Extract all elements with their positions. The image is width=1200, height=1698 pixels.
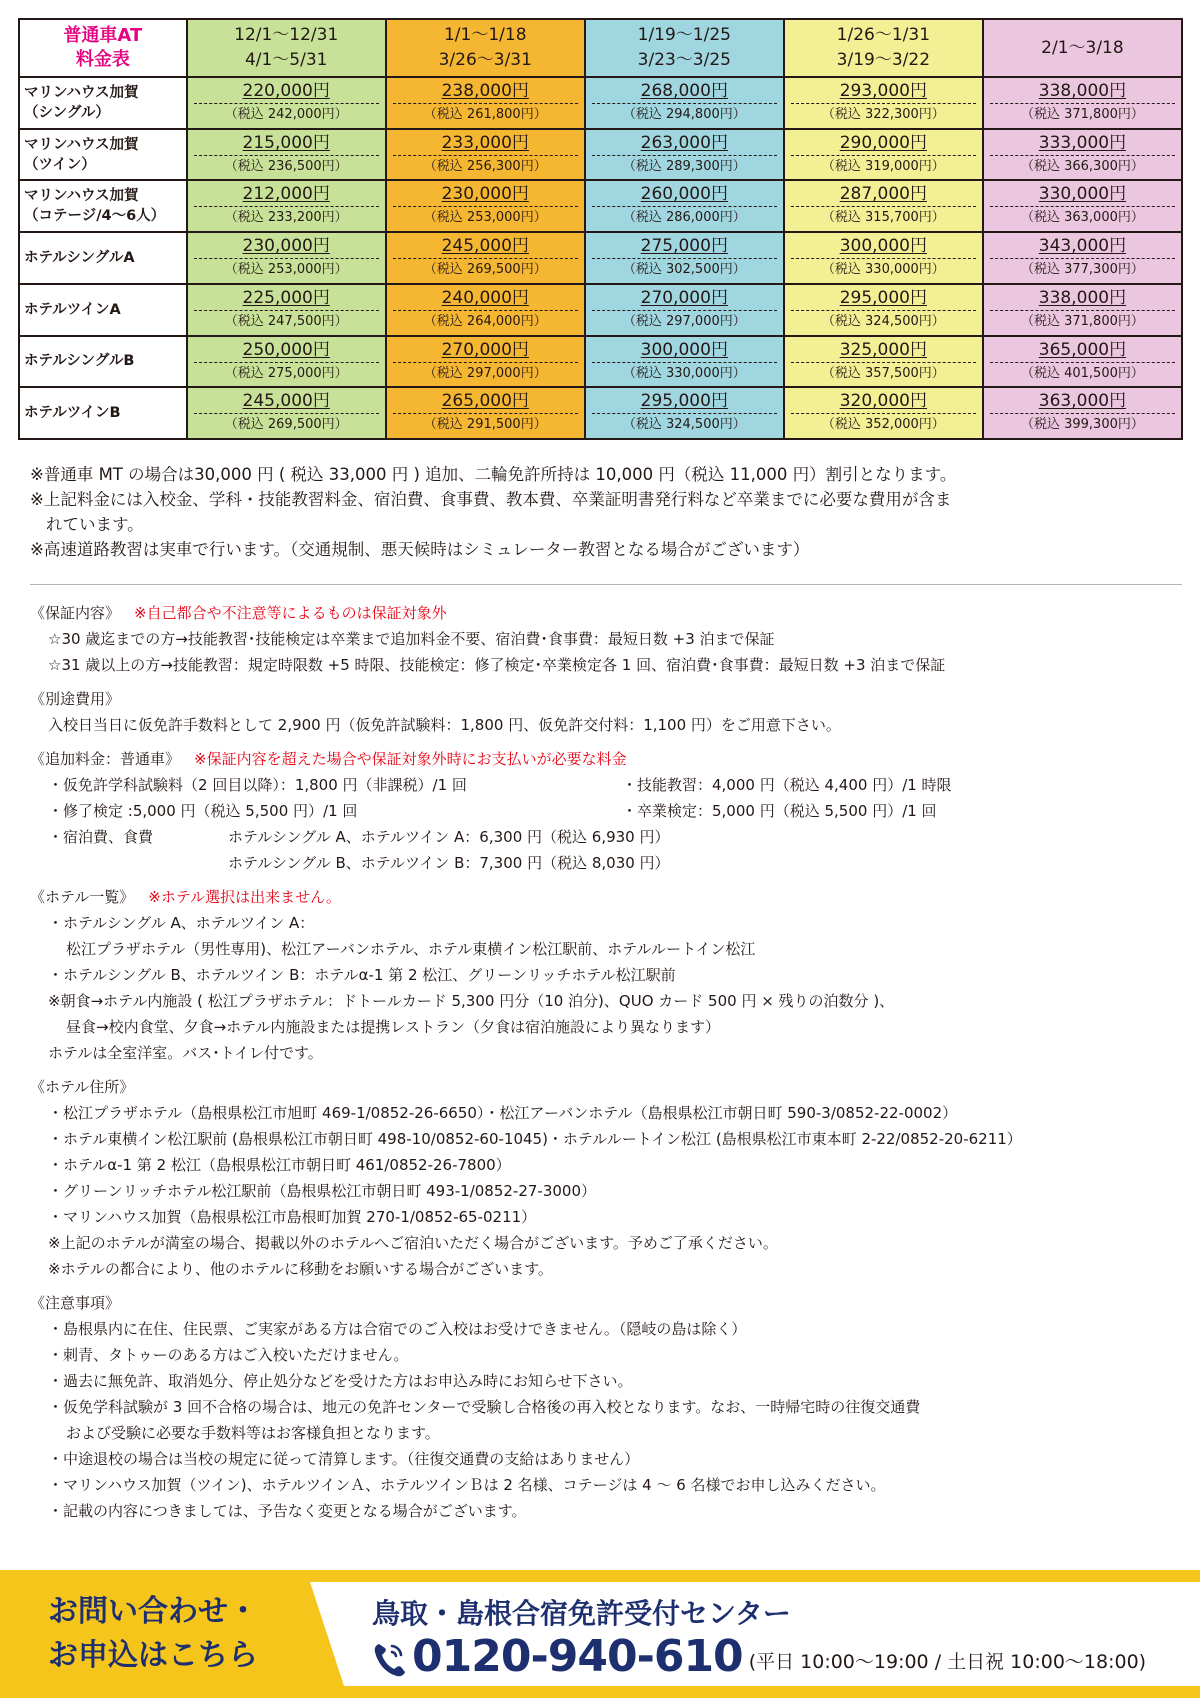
price-amount: 250,000円 — [242, 339, 330, 360]
caution-line: ・過去に無免許、取消処分、停止処分などを受けた方はお申込み時にお知らせ下さい。 — [48, 1372, 633, 1390]
note-line: ※高速道路教習は実車で行います。（交通規制、悪天候時はシミュレーター教習となる場合がございます） — [30, 540, 810, 559]
price-with-tax: （税込 264,000円） — [423, 313, 547, 329]
address-line: ※ホテルの都合により、他のホテルに移動をお願いする場合がございます。 — [48, 1260, 553, 1278]
note-line: れています。 — [46, 515, 144, 534]
price-amount: 287,000円 — [839, 184, 927, 205]
price-with-tax: （税込 315,700円） — [821, 210, 945, 226]
price-amount: 300,000円 — [640, 339, 728, 360]
price-with-tax: （税込 363,000円） — [1020, 210, 1144, 226]
price-amount: 365,000円 — [1038, 339, 1127, 360]
price-with-tax: （税込 366,300円） — [1020, 158, 1144, 174]
plan-name: ホテルツインB — [19, 387, 187, 439]
price-with-tax: （税込 399,300円） — [1020, 417, 1144, 433]
price-amount: 333,000円 — [1038, 132, 1127, 153]
price-amount: 220,000円 — [242, 81, 330, 101]
price-amount: 215,000円 — [242, 132, 330, 153]
price-with-tax: （税込 330,000円） — [622, 365, 746, 381]
price-amount: 325,000円 — [839, 339, 927, 360]
hotel-line: ・ホテルシングル A、ホテルツイン A： — [48, 914, 315, 932]
price-cell — [585, 77, 784, 129]
extra-cost-section — [30, 686, 1190, 738]
price-cell — [386, 77, 585, 129]
price-cell — [187, 336, 386, 388]
section-divider — [30, 584, 1182, 585]
hotel-line: ・ホテルシングル B、ホテルツイン B：ホテルα-1 第 2 松江、グリーンリッチホテル松江駅前 — [48, 966, 676, 984]
address-line: ・マリンハウス加賀（島根県松江市島根町加賀 270-1/0852-65-0211） — [48, 1208, 537, 1226]
price-cell — [983, 232, 1182, 284]
price-with-tax: （税込 256,300円） — [423, 158, 547, 174]
period-header: 12/1〜12/31 4/1〜5/31 — [187, 19, 386, 77]
hotel-line: ※朝食→ホテル内施設 ( 松江プラザホテル：ドトールカード 5,300 円分（10 泊分)、QUO カード 500 円 × 残りの泊数分 )、 — [48, 992, 895, 1010]
price-cell — [585, 180, 784, 232]
address-line: ・ホテル東横イン松江駅前 (島根県松江市朝日町 498-10/0852-60-1045)・ホテルルートイン松江 (島根県松江市東本町 2-22/0852-20-6211） — [48, 1130, 1022, 1148]
price-cell — [784, 284, 983, 336]
price-row — [19, 232, 1182, 284]
hotel-list-section — [30, 884, 1190, 1066]
info-sections — [30, 600, 1190, 1532]
price-amount: 263,000円 — [640, 132, 728, 153]
price-with-tax: （税込 294,800円） — [622, 107, 746, 122]
price-amount: 230,000円 — [242, 236, 330, 257]
price-with-tax: （税込 247,500円） — [224, 313, 348, 329]
price-cell — [386, 180, 585, 232]
price-with-tax: （税込 236,500円） — [224, 158, 348, 174]
phone-row[interactable] — [372, 1632, 1146, 1682]
price-cell — [983, 336, 1182, 388]
price-row — [19, 387, 1182, 439]
price-table — [18, 18, 1183, 440]
period-header: 1/26〜1/31 3/19〜3/22 — [784, 19, 983, 77]
section-heading: 《保証内容》 ※自己都合や不注意等によるものは保証対象外 — [30, 604, 447, 622]
price-with-tax: （税込 324,500円） — [622, 417, 746, 433]
price-cell — [983, 129, 1182, 181]
price-with-tax: （税込 269,500円） — [423, 262, 547, 278]
period-header: 2/1〜3/18 — [983, 19, 1182, 77]
price-cell — [983, 284, 1182, 336]
price-amount: 212,000円 — [242, 184, 330, 205]
price-amount: 233,000円 — [441, 132, 529, 153]
note-line: ※上記料金には入校金、学科・技能教習料金、宿泊費、食事費、教本費、卒業証明書発行料など卒業までに必要な費用が含ま — [30, 490, 952, 509]
caution-line: ・刺青、タトゥーのある方はご入校いただけません。 — [48, 1346, 409, 1364]
table-corner-title: 普通車AT 料金表 — [19, 19, 187, 77]
price-cell — [784, 387, 983, 439]
price-with-tax: （税込 377,300円） — [1020, 262, 1144, 278]
price-with-tax: （税込 253,000円） — [224, 262, 348, 278]
phone-icon — [372, 1640, 406, 1678]
price-amount: 275,000円 — [640, 236, 728, 257]
price-with-tax: （税込 297,000円） — [622, 313, 746, 329]
price-with-tax: （税込 330,000円） — [821, 262, 945, 278]
price-row — [19, 180, 1182, 232]
price-cell — [784, 180, 983, 232]
lodging-fee-row: ホテルシングル B、ホテルツイン B：7,300 円（税込 8,030 円） — [228, 854, 670, 872]
price-with-tax: （税込 371,800円） — [1020, 107, 1144, 122]
price-amount: 245,000円 — [242, 391, 330, 412]
price-with-tax: （税込 289,300円） — [622, 158, 746, 174]
price-cell — [983, 180, 1182, 232]
warning-text: ※自己都合や不注意等によるものは保証対象外 — [134, 604, 447, 622]
price-amount: 238,000円 — [441, 81, 529, 101]
price-cell — [784, 232, 983, 284]
price-with-tax: （税込 297,000円） — [423, 365, 547, 381]
price-cell — [983, 387, 1182, 439]
price-with-tax: （税込 401,500円） — [1020, 365, 1144, 381]
hotel-line: 松江プラザホテル（男性専用)、松江アーバンホテル、ホテル東横イン松江駅前、ホテルルートイン松江 — [66, 940, 756, 958]
caution-line: ・島根県内に在住、住民票、ご実家がある方は合宿でのご入校はお受けできません。（隠岐の島は除く） — [48, 1320, 747, 1338]
price-table-body — [19, 77, 1182, 439]
price-cell — [187, 77, 386, 129]
price-amount: 300,000円 — [839, 236, 927, 257]
price-amount: 230,000円 — [441, 184, 529, 205]
price-amount: 225,000円 — [242, 287, 330, 308]
price-with-tax: （税込 253,000円） — [423, 210, 547, 226]
price-amount: 268,000円 — [640, 81, 728, 101]
price-cell — [386, 284, 585, 336]
price-with-tax: （税込 269,500円） — [224, 417, 348, 433]
caution-line: ・中途退校の場合は当校の規定に従って清算します。（往復交通費の支給はありません） — [48, 1450, 640, 1468]
price-cell — [585, 232, 784, 284]
price-amount: 320,000円 — [839, 391, 927, 412]
price-with-tax: （税込 302,500円） — [622, 262, 746, 278]
price-cell — [187, 129, 386, 181]
period-header: 1/19〜1/25 3/23〜3/25 — [585, 19, 784, 77]
price-with-tax: （税込 352,000円） — [821, 417, 945, 433]
price-cell — [386, 387, 585, 439]
section-heading: 《ホテル一覧》 ※ホテル選択は出来ません。 — [30, 888, 341, 906]
caution-line: および受験に必要な手数料等はお客様負担となります。 — [66, 1424, 440, 1442]
address-line: ・ホテルα-1 第 2 松江（島根県松江市朝日町 461/0852-26-7800） — [48, 1156, 511, 1174]
price-amount: 240,000円 — [441, 287, 529, 308]
section-heading: 《別途費用》 — [30, 690, 121, 708]
price-amount: 260,000円 — [640, 184, 728, 205]
price-row — [19, 336, 1182, 388]
center-name: 鳥取・島根合宿免許受付センター — [372, 1597, 791, 1630]
plan-name: ホテルシングルA — [19, 232, 187, 284]
price-cell — [386, 129, 585, 181]
price-cell — [386, 232, 585, 284]
price-notes — [30, 462, 1180, 562]
price-cell — [386, 336, 585, 388]
cautions-section — [30, 1290, 1190, 1524]
plan-name: ホテルツインA — [19, 284, 187, 336]
price-cell — [585, 284, 784, 336]
plan-name: マリンハウス加賀 （コテージ/4〜6人） — [19, 180, 187, 232]
address-line: ・松江プラザホテル（島根県松江市旭町 469-1/0852-26-6650）・松江アーバンホテル（島根県松江市朝日町 590-3/0852-22-0002） — [48, 1104, 958, 1122]
price-with-tax: （税込 291,500円） — [423, 417, 547, 433]
price-cell — [585, 387, 784, 439]
price-amount: 265,000円 — [441, 391, 529, 412]
price-amount: 338,000円 — [1038, 81, 1127, 101]
price-amount: 295,000円 — [839, 287, 927, 308]
section-heading: 《ホテル住所》 — [30, 1078, 135, 1096]
extra-cost-line: 入校日当日に仮免許手数料として 2,900 円（仮免許試験料：1,800 円、仮免許交付料：1,100 円）をご用意下さい。 — [48, 716, 841, 734]
price-amount: 338,000円 — [1038, 287, 1127, 308]
price-cell — [784, 77, 983, 129]
guarantee-section — [30, 600, 1190, 678]
table-header-row — [19, 19, 1182, 77]
section-heading: 《追加料金：普通車》 ※保証内容を超えた場合や保証対象外時にお支払いが必要な料金 — [30, 750, 627, 768]
section-heading: 《注意事項》 — [30, 1294, 121, 1312]
price-with-tax: （税込 286,000円） — [622, 210, 746, 226]
business-hours: (平日 10:00〜19:00 / 土日祝 10:00〜18:00) — [748, 1651, 1147, 1673]
additional-fee-section — [30, 746, 1190, 876]
price-cell — [187, 284, 386, 336]
plan-name: マリンハウス加賀 （ツイン） — [19, 129, 187, 181]
price-with-tax: （税込 322,300円） — [821, 107, 945, 122]
price-cell — [187, 180, 386, 232]
warning-text: ※保証内容を超えた場合や保証対象外時にお支払いが必要な料金 — [194, 750, 627, 768]
price-cell — [187, 387, 386, 439]
price-cell — [983, 77, 1182, 129]
hotel-line: 昼食→校内食堂、夕食→ホテル内施設または提携レストラン（夕食は宿泊施設により異なります） — [66, 1018, 720, 1036]
price-amount: 295,000円 — [640, 391, 728, 412]
address-line: ※上記のホテルが満室の場合、掲載以外のホテルへご宿泊いただく場合がございます。予めご了承ください。 — [48, 1234, 778, 1252]
fee-row: ・仮免許学科試験料（2 回目以降）：1,800 円（非課税）/1 回 ・技能教習：4,000 円（税込 4,400 円）/1 時限 — [48, 776, 952, 794]
price-with-tax: （税込 275,000円） — [224, 365, 348, 381]
price-amount: 270,000円 — [640, 287, 728, 308]
price-with-tax: （税込 324,500円） — [821, 313, 945, 329]
price-cell — [784, 336, 983, 388]
period-header: 1/1〜1/18 3/26〜3/31 — [386, 19, 585, 77]
price-cell — [585, 129, 784, 181]
price-amount: 343,000円 — [1038, 236, 1127, 257]
price-cell — [784, 129, 983, 181]
price-with-tax: （税込 242,000円） — [224, 107, 348, 122]
price-row — [19, 77, 1182, 129]
address-line: ・グリーンリッチホテル松江駅前（島根県松江市朝日町 493-1/0852-27-3000） — [48, 1182, 597, 1200]
price-with-tax: （税込 261,800円） — [423, 107, 547, 122]
contact-footer — [0, 1570, 1200, 1698]
price-with-tax: （税込 371,800円） — [1020, 313, 1144, 329]
plan-name: マリンハウス加賀 （シングル） — [19, 77, 187, 129]
price-amount: 290,000円 — [839, 132, 927, 153]
guarantee-line: ☆31 歳以上の方→技能教習：規定時限数 +5 時限、技能検定：修了検定･卒業検定各 1 回、宿泊費･食事費：最短日数 +3 泊まで保証 — [48, 656, 946, 674]
hotel-address-section — [30, 1074, 1190, 1282]
price-amount: 270,000円 — [441, 339, 529, 360]
price-row — [19, 129, 1182, 181]
caution-line: ・仮免学科試験が 3 回不合格の場合は、地元の免許センターで受験し合格後の再入校となります。なお、一時帰宅時の往復交通費 — [48, 1398, 921, 1416]
note-line: ※普通車 MT の場合は30,000 円 ( 税込 33,000 円 ) 追加、二輪免許所持は 10,000 円（税込 11,000 円）割引となります。 — [30, 465, 957, 484]
price-amount: 245,000円 — [441, 236, 529, 257]
plan-name: ホテルシングルB — [19, 336, 187, 388]
phone-number[interactable]: 0120-940-610 — [412, 1631, 743, 1682]
fee-row: ・修了検定 :5,000 円（税込 5,500 円）/1 回 ・卒業検定：5,000 円（税込 5,500 円）/1 回 — [48, 802, 937, 820]
price-cell — [585, 336, 784, 388]
lodging-fee-row: ・宿泊費、食費 ホテルシングル A、ホテルツイン A：6,300 円（税込 6,930 円） — [48, 828, 670, 846]
guarantee-line: ☆30 歳迄までの方→技能教習･技能検定は卒業まで追加料金不要、宿泊費･食事費：最短日数 +3 泊まで保証 — [48, 630, 775, 648]
caution-line: ・記載の内容につきましては、予告なく変更となる場合がございます。 — [48, 1502, 527, 1520]
price-with-tax: （税込 357,500円） — [821, 365, 945, 381]
price-with-tax: （税込 319,000円） — [821, 158, 945, 174]
price-amount: 363,000円 — [1038, 391, 1127, 412]
contact-heading: お問い合わせ・ お申込はこちら — [48, 1594, 258, 1673]
caution-line: ・マリンハウス加賀（ツイン)、ホテルツインＡ、ホテルツインＢは 2 名様、コテージは 4 〜 6 名様でお申し込みください。 — [48, 1476, 886, 1494]
price-amount: 330,000円 — [1038, 184, 1127, 205]
price-row — [19, 284, 1182, 336]
warning-text: ※ホテル選択は出来ません。 — [148, 888, 341, 906]
price-amount: 293,000円 — [839, 81, 927, 101]
hotel-line: ホテルは全室洋室。バス･トイレ付です。 — [48, 1044, 323, 1062]
price-with-tax: （税込 233,200円） — [224, 210, 348, 226]
price-cell — [187, 232, 386, 284]
